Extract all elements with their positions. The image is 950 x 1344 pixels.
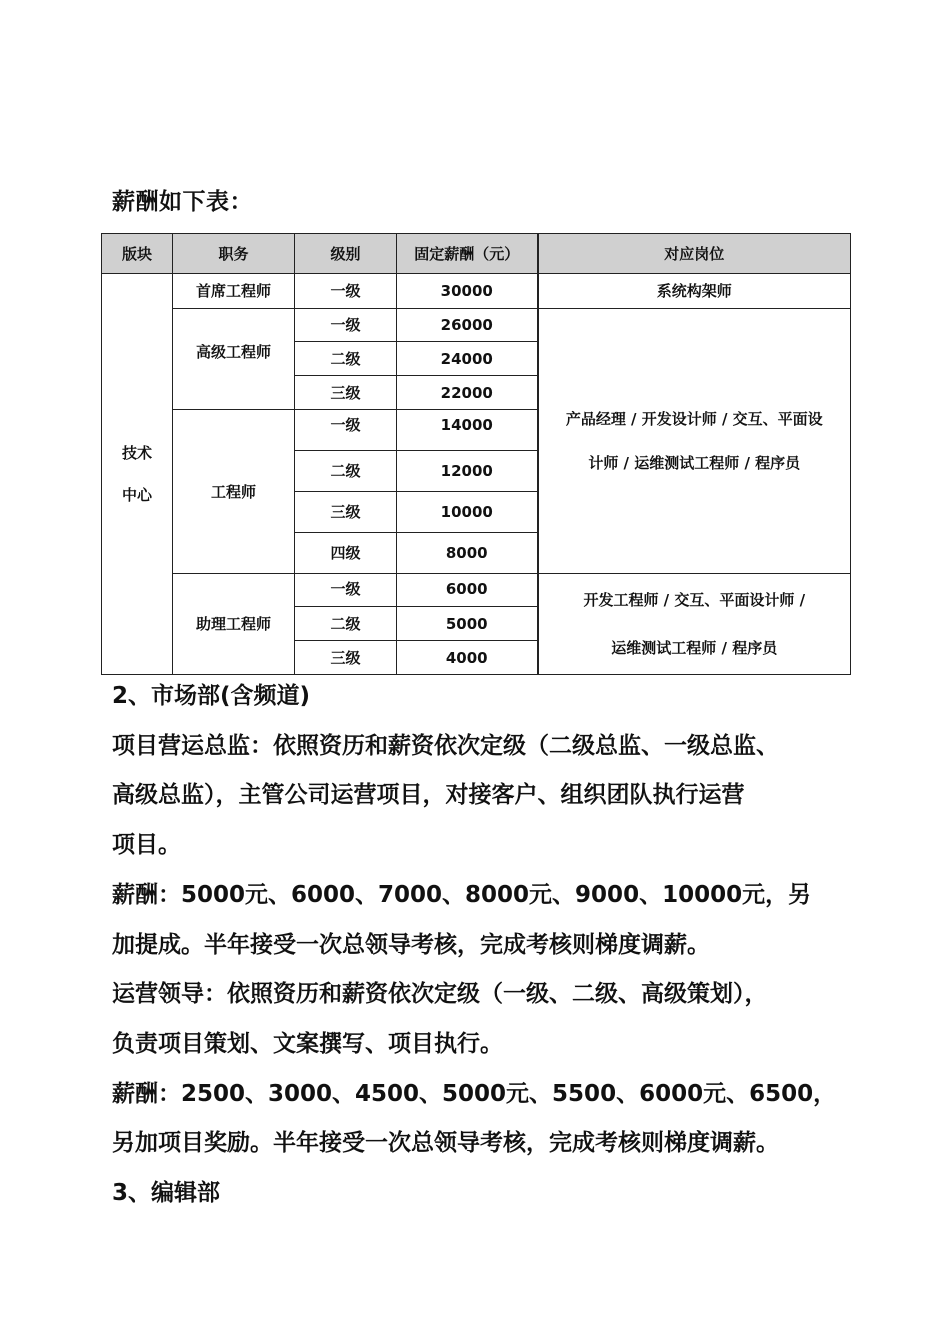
- salary-table-heading: 薪酬如下表：: [112, 189, 253, 215]
- level-cell: 一级: [295, 309, 397, 342]
- positions-mid-line1: 产品经理 / 开发设计师 / 交互、平面设: [565, 410, 823, 428]
- positions-assistant-line1: 开发工程师 / 交互、平面设计师 /: [583, 591, 806, 609]
- paragraph-line: 运营领导：依照资历和薪资依次定级（一级、二级、高级策划），: [112, 981, 768, 1008]
- role-chief: 首席工程师: [173, 274, 295, 309]
- level-cell: 一级: [295, 574, 397, 607]
- salary-cell: 22000: [397, 376, 538, 410]
- role-engineer: 工程师: [173, 410, 295, 574]
- header-level: 级别: [295, 234, 397, 274]
- salary-cell: 24000: [397, 342, 538, 376]
- department-line2: 中心: [121, 486, 152, 504]
- paragraph-line: 薪酬：5000元、6000、7000、8000元、9000、10000元，另: [112, 881, 812, 908]
- level-cell: 二级: [295, 607, 397, 641]
- table-row: [102, 274, 851, 309]
- salary-cell: 5000: [397, 607, 538, 641]
- body-text: [112, 672, 852, 1219]
- salary-table: [101, 233, 851, 675]
- salary-cell: 10000: [397, 492, 538, 533]
- positions-mid-line2: 计师 / 运维测试工程师 / 程序员: [588, 454, 801, 472]
- level-cell: 三级: [295, 376, 397, 410]
- market-section-heading: 2、市场部(含频道): [112, 683, 311, 709]
- level-cell: 一级: [295, 274, 397, 309]
- paragraph-line: 薪酬：2500、3000、4500、5000元、5500、6000元、6500，: [112, 1080, 837, 1107]
- salary-cell: 26000: [397, 309, 538, 342]
- salary-cell: 6000: [397, 574, 538, 607]
- paragraph-line: 负责项目策划、文案撰写、项目执行。: [112, 1030, 503, 1057]
- salary-cell: 8000: [397, 533, 538, 574]
- table-row: [102, 574, 851, 607]
- paragraph-line: 项目。: [112, 832, 181, 859]
- paragraph-line: 另加项目奖励。半年接受一次总领导考核，完成考核则梯度调薪。: [112, 1130, 779, 1157]
- table-header-row: [102, 234, 851, 274]
- role-senior: [173, 309, 295, 410]
- header-fixed-salary: 固定薪酬（元）: [397, 234, 538, 274]
- header-positions: 对应岗位: [538, 234, 851, 274]
- role-assistant: 助理工程师: [173, 574, 295, 675]
- header-role: 职务: [173, 234, 295, 274]
- position-chief: 系统构架师: [538, 274, 851, 309]
- level-cell: 三级: [295, 641, 397, 675]
- paragraph-line: 高级总监），主管公司运营项目，对接客户、组织团队执行运营: [112, 782, 745, 809]
- paragraph-line: 项目营运总监：依照资历和薪资依次定级（二级总监、一级总监、: [112, 732, 779, 759]
- paragraph-line: 加提成。半年接受一次总领导考核，完成考核则梯度调薪。: [112, 931, 710, 958]
- salary-cell: 14000: [397, 410, 538, 451]
- positions-assistant-line2: 运维测试工程师 / 程序员: [611, 639, 778, 657]
- department-line1: 技术: [121, 444, 152, 462]
- salary-cell: 4000: [397, 641, 538, 675]
- header-department: 版块: [102, 234, 173, 274]
- role-senior-label: 高级工程师: [195, 343, 271, 361]
- department-cell: [102, 274, 173, 675]
- level-cell: 四级: [295, 533, 397, 574]
- salary-cell: 30000: [397, 274, 538, 309]
- salary-cell: 12000: [397, 451, 538, 492]
- level-cell: 二级: [295, 451, 397, 492]
- positions-assistant: [538, 574, 851, 675]
- editorial-section-heading: 3、编辑部: [112, 1180, 221, 1207]
- positions-mid: [538, 309, 851, 574]
- level-cell: 一级: [295, 410, 397, 451]
- table-row: [102, 309, 851, 342]
- level-cell: 二级: [295, 342, 397, 376]
- level-cell: 三级: [295, 492, 397, 533]
